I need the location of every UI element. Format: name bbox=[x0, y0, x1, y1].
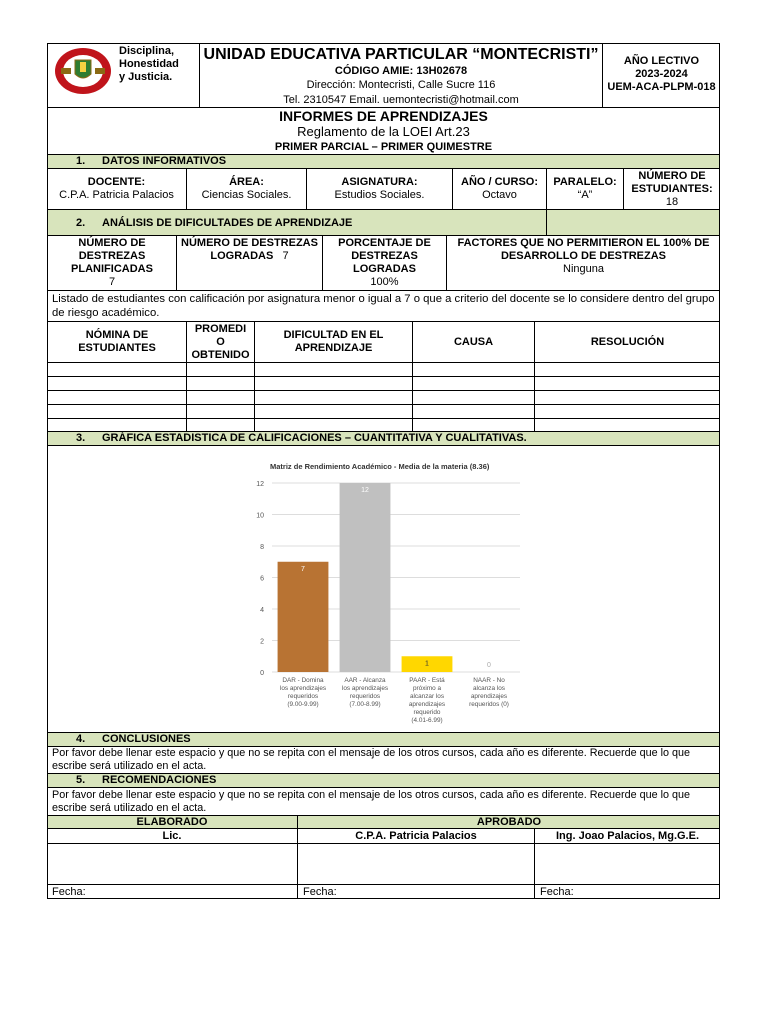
nomina-label: NÓMINA DE bbox=[85, 329, 149, 341]
x-category-label: AAR - Alcanza bbox=[344, 677, 386, 684]
aprobado-text: APROBADO bbox=[476, 815, 542, 828]
section-number: 4. bbox=[76, 733, 86, 745]
section-title: ANÁLISIS DE DIFICULTADES DE APRENDIZAJE bbox=[102, 217, 353, 229]
estudiantes-label: ESTUDIANTES: bbox=[631, 182, 713, 195]
section-number: 3. bbox=[76, 432, 86, 444]
planificadas-cell bbox=[48, 237, 176, 289]
curso-cell bbox=[453, 169, 546, 209]
signer-name-2 bbox=[535, 829, 720, 843]
y-tick-label: 0 bbox=[260, 670, 264, 677]
porcentaje-cell bbox=[323, 237, 446, 289]
porcentaje-label: LOGRADAS bbox=[353, 263, 416, 275]
dificultad-header bbox=[255, 322, 412, 362]
bar-data-label: 0 bbox=[487, 662, 491, 669]
conclusiones-text: Por favor debe llenar este espacio y que no se repita con el mensaje de los otros cursos, cada año es diferente. Recuerde que lo que escribe será utilizado en el acta. bbox=[52, 747, 691, 772]
section-title: CONCLUSIONES bbox=[102, 733, 191, 745]
amie-code: CÓDIGO AMIE: 13H02678 bbox=[334, 65, 468, 77]
section-number: 2. bbox=[76, 217, 86, 229]
factores-cell bbox=[447, 237, 720, 276]
fecha-2: Fecha: bbox=[303, 886, 337, 898]
factores-value: Ninguna bbox=[563, 263, 604, 275]
signature-space-2[interactable] bbox=[298, 844, 534, 884]
signer-name-1 bbox=[298, 829, 534, 843]
factores-label: DESARROLLO DE DESTREZAS bbox=[500, 250, 666, 262]
estudiantes-label: NÚMERO DE bbox=[638, 169, 706, 182]
promedio-label: PROMEDI bbox=[194, 322, 247, 335]
area-value: Ciencias Sociales. bbox=[201, 189, 292, 201]
elaborado-label bbox=[47, 815, 297, 829]
year-label: AÑO LECTIVO bbox=[623, 55, 700, 67]
chart-title: Matriz de Rendimiento Académico - Media de la materia (8.36) bbox=[270, 462, 490, 471]
logradas-cell bbox=[177, 237, 322, 263]
nomina-header bbox=[48, 322, 186, 362]
fecha-1: Fecha: bbox=[52, 886, 86, 898]
promedio-header bbox=[187, 322, 254, 362]
docente-value: C.P.A. Patricia Palacios bbox=[59, 189, 174, 201]
signer-name-1-text: C.P.A. Patricia Palacios bbox=[355, 829, 477, 842]
bar-data-label: 1 bbox=[425, 660, 429, 668]
y-tick-label: 10 bbox=[256, 512, 264, 520]
porcentaje-label: PORCENTAJE DE bbox=[338, 237, 431, 249]
x-category-label: próximo a bbox=[412, 685, 442, 692]
y-tick-label: 6 bbox=[260, 575, 264, 583]
x-category-label: requeridos (0) bbox=[469, 701, 509, 708]
recomendaciones-text: Por favor debe llenar este espacio y que no se repita con el mensaje de los otros cursos, cada año es diferente. Recuerde que lo que escribe será utilizado en el acta. bbox=[52, 789, 691, 814]
y-tick-label: 12 bbox=[256, 481, 264, 488]
paralelo-cell bbox=[547, 169, 623, 209]
x-category-label: (7.00-8.99) bbox=[349, 701, 381, 708]
x-category-label: los aprendizajes bbox=[279, 685, 327, 692]
estudiantes-cell bbox=[624, 169, 720, 209]
planificadas-value: 7 bbox=[108, 276, 116, 288]
x-category-label: requeridos bbox=[287, 693, 319, 700]
nomina-label: ESTUDIANTES bbox=[78, 342, 156, 354]
section-title: RECOMENDACIONES bbox=[102, 774, 217, 786]
x-category-label: (9.00-9.99) bbox=[287, 701, 319, 708]
signature-space-3[interactable] bbox=[535, 844, 720, 884]
porcentaje-value: 100% bbox=[370, 276, 399, 288]
section-number: 5. bbox=[76, 774, 86, 786]
section-title: GRÁFICA ESTADISTICA DE CALIFICACIONES – CUANTITATIVA Y CUALITATIVAS. bbox=[102, 432, 527, 444]
section2-title bbox=[76, 217, 352, 230]
bar-data-label: 12 bbox=[361, 487, 369, 494]
motto bbox=[119, 45, 199, 84]
fecha-3: Fecha: bbox=[540, 886, 574, 898]
resolucion-label: RESOLUCIÓN bbox=[590, 335, 665, 348]
section5-title bbox=[76, 774, 216, 787]
area-cell bbox=[187, 169, 306, 209]
school-contact: Tel. 2310547 Email. uemontecristi@hotmail.com bbox=[283, 94, 519, 106]
curso-label: AÑO / CURSO: bbox=[461, 176, 538, 188]
x-category-label: PAAR - Está bbox=[409, 677, 445, 684]
promedio-label: OBTENIDO bbox=[191, 348, 250, 361]
year-value: 2023-2024 bbox=[635, 68, 688, 80]
asignatura-label: ASIGNATURA: bbox=[341, 176, 418, 188]
signer-lic-text: Lic. bbox=[162, 829, 182, 842]
section4-title bbox=[76, 733, 191, 746]
title-main: INFORMES DE APRENDIZAJES bbox=[279, 108, 488, 124]
estudiantes-value: 18 bbox=[665, 195, 679, 208]
x-category-label: aprendizajes bbox=[470, 693, 508, 700]
elaborado-text: ELABORADO bbox=[136, 815, 208, 828]
x-category-label: requeridos bbox=[349, 693, 381, 700]
factores-label: FACTORES QUE NO PERMITIERON EL 100% DE bbox=[457, 237, 710, 249]
x-category-label: los aprendizajes bbox=[341, 685, 389, 692]
y-tick-label: 2 bbox=[260, 638, 264, 646]
signer-lic bbox=[47, 829, 297, 843]
section1-title bbox=[76, 155, 226, 168]
bar-data-label: 7 bbox=[301, 565, 305, 573]
logradas-value: 7 bbox=[282, 250, 289, 262]
bar bbox=[278, 562, 329, 672]
x-category-label: NAAR - No bbox=[473, 677, 505, 684]
signature-space-1[interactable] bbox=[48, 844, 297, 884]
document-code: UEM-ACA-PLPM-018 bbox=[607, 81, 716, 93]
signer-name-2-text: Ing. Joao Palacios, Mg.G.E. bbox=[555, 829, 700, 842]
year-info bbox=[603, 55, 720, 94]
school-address: Dirección: Montecristi, Calle Sucre 116 bbox=[306, 79, 496, 91]
section-title: DATOS INFORMATIVOS bbox=[102, 155, 227, 167]
x-category-label: alcanzar los bbox=[409, 693, 445, 700]
motto-line: Honestidad bbox=[119, 58, 179, 70]
causa-header bbox=[413, 322, 534, 362]
x-category-label: aprendizajes bbox=[408, 701, 446, 708]
dificultad-label: APRENDIZAJE bbox=[294, 342, 373, 354]
aprobado-label bbox=[298, 815, 720, 829]
title-period: PRIMER PARCIAL – PRIMER QUIMESTRE bbox=[274, 141, 493, 153]
rendimiento-bar-chart bbox=[220, 455, 540, 727]
bar bbox=[340, 483, 391, 672]
promedio-label: O bbox=[216, 335, 225, 348]
paralelo-label: PARALELO: bbox=[553, 176, 617, 188]
school-name: UNIDAD EDUCATIVA PARTICULAR “MONTECRISTI” bbox=[203, 46, 599, 63]
curso-value: Octavo bbox=[482, 189, 517, 201]
causa-label: CAUSA bbox=[453, 335, 494, 348]
x-category-label: DAR - Domina bbox=[282, 677, 324, 684]
motto-line: Disciplina, bbox=[119, 45, 175, 57]
x-category-label: requerido bbox=[413, 709, 441, 716]
report-title bbox=[47, 108, 720, 154]
y-tick-label: 4 bbox=[260, 607, 264, 614]
motto-line: y Justicia. bbox=[119, 71, 173, 83]
y-tick-label: 8 bbox=[260, 544, 264, 551]
school-info bbox=[200, 46, 602, 107]
asignatura-value: Estudios Sociales. bbox=[334, 189, 425, 201]
title-regulation: Reglamento de la LOEI Art.23 bbox=[297, 124, 470, 139]
asignatura-cell bbox=[307, 169, 452, 209]
dificultad-label: DIFICULTAD EN EL bbox=[283, 329, 384, 341]
docente-label: DOCENTE: bbox=[87, 176, 146, 188]
planificadas-label: PLANIFICADAS bbox=[71, 263, 153, 275]
section3-title bbox=[76, 432, 527, 445]
planificadas-label: DESTREZAS bbox=[78, 250, 146, 262]
x-category-label: alcanza los bbox=[473, 685, 505, 692]
area-label: ÁREA: bbox=[229, 176, 264, 188]
planificadas-label: NÚMERO DE bbox=[78, 237, 146, 249]
logradas-label: NÚMERO DE DESTREZAS bbox=[181, 237, 318, 249]
listado-text: Listado de estudiantes con calificación por asignatura menor o igual a 7 o que a criterio del docente se lo considere dentro del grupo de riesgo académico. bbox=[52, 293, 715, 319]
section-number: 1. bbox=[76, 155, 86, 167]
paralelo-value: “A” bbox=[577, 189, 593, 201]
resolucion-header bbox=[535, 322, 720, 362]
porcentaje-label: DESTREZAS bbox=[351, 250, 418, 262]
school-logo bbox=[53, 46, 113, 96]
x-category-label: (4.01-6.99) bbox=[411, 717, 443, 724]
logradas-label: LOGRADAS bbox=[210, 250, 274, 262]
docente-cell bbox=[48, 169, 185, 209]
